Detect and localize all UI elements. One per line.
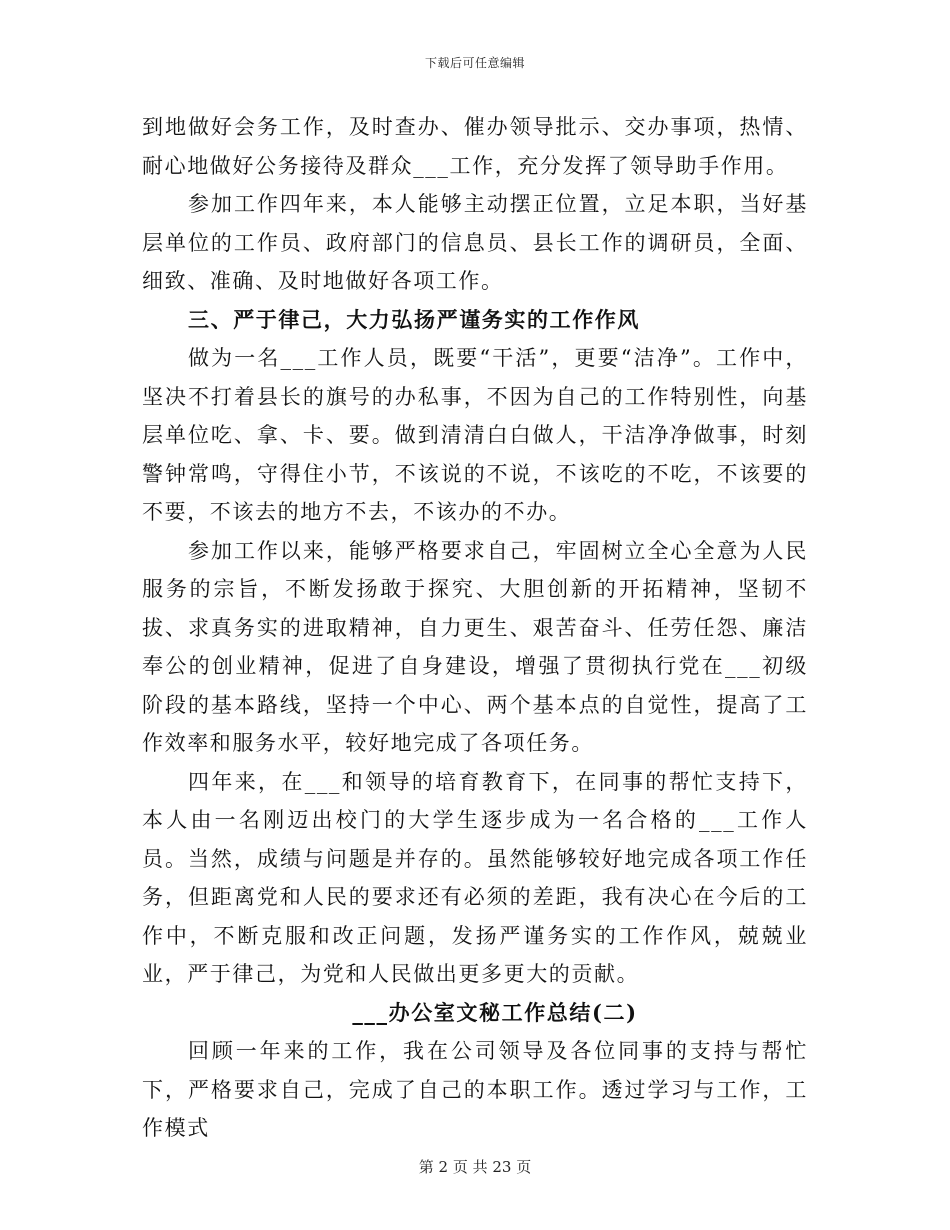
paragraph-4: 参加工作以来，能够严格要求自己，牢固树立全心全意为人民服务的宗旨，不断发扬敢于探究、大胆创新的开拓精神，坚韧不拔、求真务实的进取精神，自力更生、艰苦奋斗、任劳任怨、廉洁奉公的创业精神，促进了自身建设，增强了贯彻执行党在___初级阶段的基本路线，坚持一个中心、两个基本点的自觉性，提高了工作效率和服务水平，较好地完成了各项任务。	[142, 538, 808, 755]
paragraph-5: 四年来，在___和领导的培育教育下，在同事的帮忙支持下，本人由一名刚迈出校门的大学生逐步成为一名合格的___工作人员。当然，成绩与问题是并存的。虽然能够较好地完成各项工作任务，但距离党和人民的要求还有必须的差距，我有决心在今后的工作中，不断克服和改正问题，发扬严谨务实的工作作风，兢兢业业，严于律己，为党和人民做出更多更大的贡献。	[142, 769, 808, 986]
document-body	[142, 108, 808, 1148]
document-title-2: ___办公室文秘工作总结(二)	[352, 999, 638, 1025]
paragraph-2: 参加工作四年来，本人能够主动摆正位置，立足本职，当好基层单位的工作员、政府部门的信息员、县长工作的调研员，全面、细致、准确、及时地做好各项工作。	[142, 192, 808, 293]
header-note: 下载后可任意编辑	[424, 56, 525, 70]
paragraph-6: 回顾一年来的工作，我在公司领导及各位同事的支持与帮忙下，严格要求自己，完成了自己的本职工作。透过学习与工作，工作模式	[142, 1039, 808, 1140]
paragraph-1: 到地做好会务工作，及时查办、催办领导批示、交办事项，热情、耐心地做好公务接待及群众___工作，充分发挥了领导助手作用。	[142, 115, 808, 178]
paragraph-3: 做为一名___工作人员，既要“干活”，更要“洁净”。工作中，坚决不打着县长的旗号的办私事，不因为自己的工作特别性，向基层单位吃、拿、卡、要。做到清清白白做人，干洁净净做事，时刻警钟常鸣，守得住小节，不该说的不说，不该吃的不吃，不该要的不要，不该去的地方不去，不该办的不办。	[142, 346, 808, 524]
section-heading-3: 三、严于律己，大力弘扬严谨务实的工作作风	[188, 306, 640, 332]
page-number: 第 2 页 共 23 页	[418, 1158, 532, 1176]
